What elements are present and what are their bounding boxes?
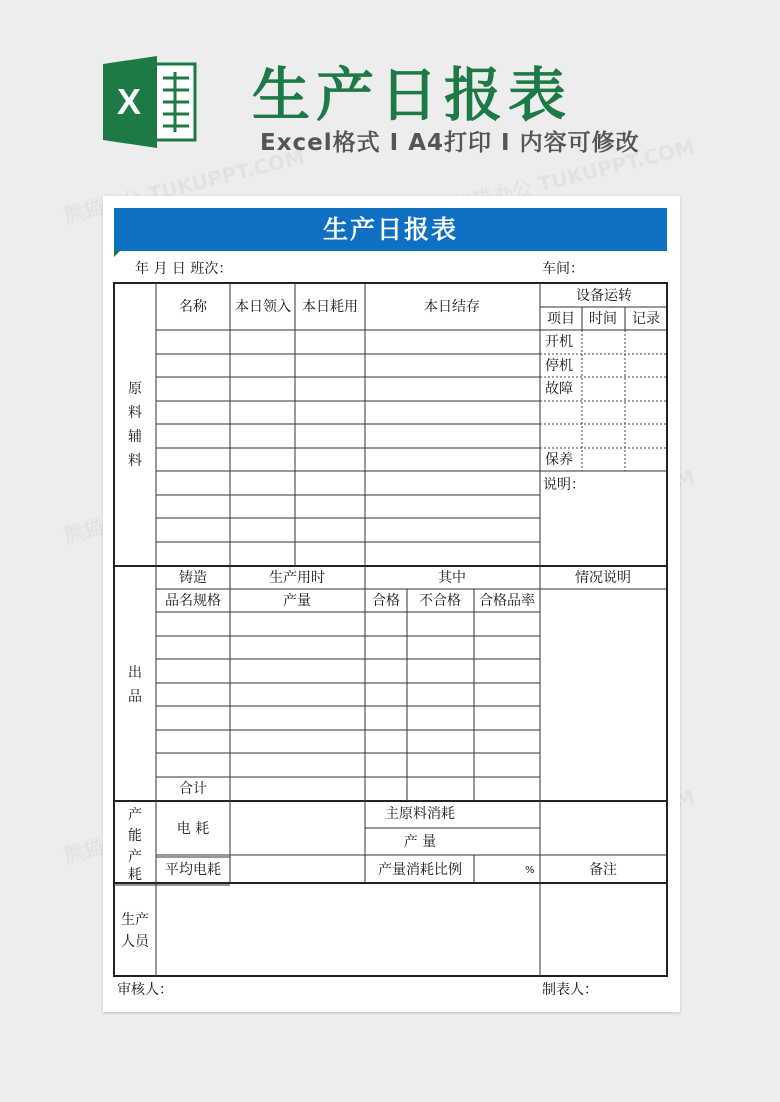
output-production-time-header: 生产用时 xyxy=(269,570,325,586)
output-total-label: 合计 xyxy=(179,781,207,797)
equipment-title: 设备运转 xyxy=(576,288,632,304)
preparer-label: 制表人： xyxy=(542,982,598,998)
materials-side-label: 料 xyxy=(128,405,142,421)
col-header-received: 本日领入 xyxy=(235,299,291,315)
col-header-consumed: 本日耗用 xyxy=(302,299,358,315)
equipment-row-start: 开机 xyxy=(545,334,573,350)
equipment-row-stop: 停机 xyxy=(545,358,573,374)
page-title: 生产日报表 xyxy=(252,61,573,129)
logo-letter: X xyxy=(116,81,142,122)
energy-side-label: 产 xyxy=(128,807,142,823)
output-unqualified-header: 不合格 xyxy=(419,593,461,609)
output-casting-header: 铸造 xyxy=(179,570,207,586)
output-side-label: 品 xyxy=(128,689,142,705)
output-side-label: 出 xyxy=(128,665,142,681)
staff-side-label: 生产 xyxy=(121,912,149,928)
materials-side-label: 料 xyxy=(128,453,142,469)
materials-side-label: 原 xyxy=(128,381,142,397)
energy-avg-electricity-label: 平均电耗 xyxy=(165,862,221,878)
date-shift-label: 年 月 日 班次： xyxy=(135,261,233,277)
output-qty-header: 产量 xyxy=(283,593,311,609)
energy-output-qty-label: 产 量 xyxy=(403,834,437,850)
equipment-row-maintenance: 保养 xyxy=(545,452,573,468)
energy-side-label: 耗 xyxy=(128,867,142,882)
col-header-name: 名称 xyxy=(179,299,207,315)
equipment-col-time: 时间 xyxy=(589,311,617,327)
energy-side-label: 产 xyxy=(128,849,142,865)
equipment-col-record: 记录 xyxy=(632,311,660,327)
materials-side-label: 辅 xyxy=(128,429,142,445)
reviewer-label: 审核人： xyxy=(117,982,173,998)
energy-percent-sign: % xyxy=(525,865,535,876)
energy-electricity-label: 电 耗 xyxy=(176,821,210,837)
output-product-spec-header: 品名规格 xyxy=(165,593,221,609)
energy-main-material-label: 主原料消耗 xyxy=(385,806,455,822)
output-pass-rate-header: 合格品率 xyxy=(479,593,535,609)
energy-side-label: 能 xyxy=(128,828,142,844)
page-subtitle: Excel格式 I A4打印 I 内容可修改 xyxy=(260,130,640,156)
energy-ratio-label: 产量消耗比例 xyxy=(378,862,462,878)
output-situation-header: 情况说明 xyxy=(575,570,631,586)
sheet-banner-title: 生产日报表 xyxy=(114,208,667,251)
equipment-note-label: 说明： xyxy=(543,477,585,493)
col-header-stock: 本日结存 xyxy=(424,299,480,315)
output-qualified-header: 合格 xyxy=(372,593,400,609)
equipment-col-item: 项目 xyxy=(547,311,575,327)
energy-remark-label: 备注 xyxy=(589,862,617,878)
equipment-row-fault: 故障 xyxy=(545,381,573,397)
output-of-which-header: 其中 xyxy=(438,570,466,586)
workshop-label: 车间： xyxy=(542,261,584,277)
staff-side-label: 人员 xyxy=(121,934,149,950)
